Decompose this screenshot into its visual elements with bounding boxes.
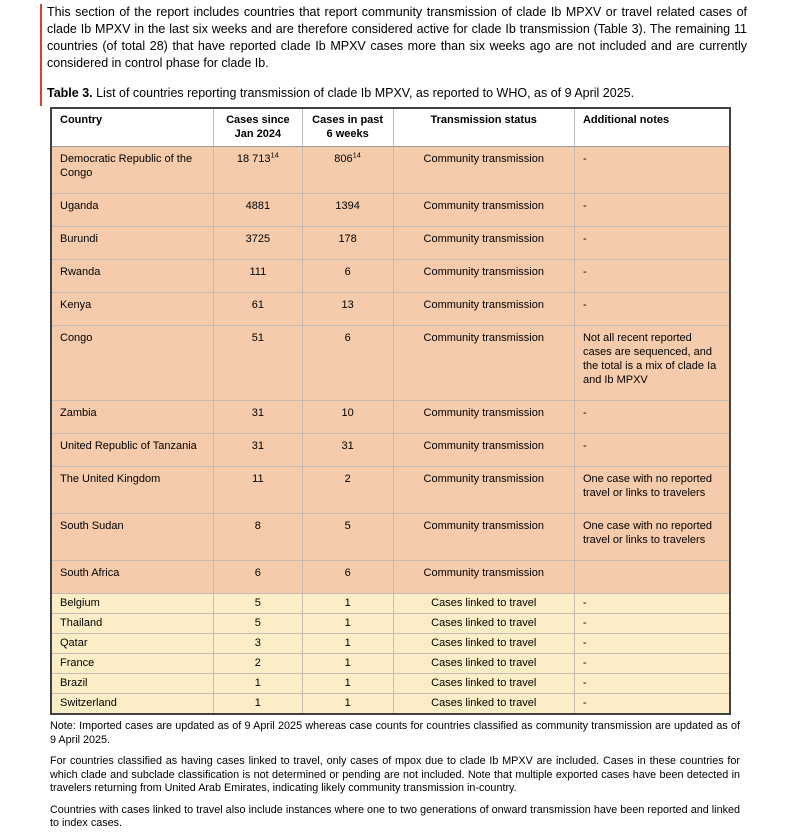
cases-6w-cell: 10 (302, 401, 393, 434)
cases-since-cell: 1 (213, 674, 302, 694)
table-caption-label: Table 3. (47, 86, 93, 100)
cases-since-cell: 11 (213, 467, 302, 514)
notes-cell: - (574, 293, 730, 326)
status-cell: Cases linked to travel (393, 594, 574, 614)
cases-6w-cell: 1 (302, 694, 393, 715)
data-table (50, 107, 731, 715)
cases-6w-cell: 1 (302, 654, 393, 674)
notes-cell (574, 561, 730, 594)
country-cell: Congo (51, 326, 213, 401)
notes-cell: - (574, 227, 730, 260)
header-row (51, 108, 730, 147)
cases-since-cell: 3725 (213, 227, 302, 260)
country-cell: Qatar (51, 634, 213, 654)
cases-6w-cell: 6 (302, 326, 393, 401)
cases-6w-cell: 1 (302, 674, 393, 694)
cases-6w-cell: 1394 (302, 194, 393, 227)
notes-cell: - (574, 654, 730, 674)
cases-6w-cell: 5 (302, 514, 393, 561)
status-cell: Cases linked to travel (393, 634, 574, 654)
country-cell: United Republic of Tanzania (51, 434, 213, 467)
country-cell: Thailand (51, 614, 213, 634)
column-header-status: Transmission status (393, 108, 574, 147)
table-caption (47, 85, 747, 101)
cases-since-cell: 111 (213, 260, 302, 293)
cases-6w-cell: 2 (302, 467, 393, 514)
country-cell: Belgium (51, 594, 213, 614)
column-header-cases-6w: Cases in past 6 weeks (302, 108, 393, 147)
status-cell: Cases linked to travel (393, 654, 574, 674)
cases-since-cell: 31 (213, 434, 302, 467)
cases-6w-cell: 31 (302, 434, 393, 467)
notes-cell: One case with no reported travel or links to travelers (574, 467, 730, 514)
status-cell: Community transmission (393, 227, 574, 260)
status-cell: Community transmission (393, 561, 574, 594)
status-cell: Community transmission (393, 326, 574, 401)
cases-since-cell: 5 (213, 594, 302, 614)
notes-cell: - (574, 614, 730, 634)
table-row (51, 594, 730, 614)
footnote-ref: 14 (270, 150, 279, 160)
table-row (51, 227, 730, 260)
country-cell: Brazil (51, 674, 213, 694)
cases-since-cell: 61 (213, 293, 302, 326)
status-cell: Cases linked to travel (393, 614, 574, 634)
notes-cell: - (574, 634, 730, 654)
status-cell: Community transmission (393, 293, 574, 326)
table-row (51, 654, 730, 674)
country-cell: South Africa (51, 561, 213, 594)
cases-since-cell: 51 (213, 326, 302, 401)
footnote: Countries with cases linked to travel also include instances where one to two generations of onward transmission have been reported and linked to index cases. (50, 803, 740, 829)
status-cell: Community transmission (393, 401, 574, 434)
table-row (51, 326, 730, 401)
notes-cell: - (574, 674, 730, 694)
cases-6w-cell: 1 (302, 634, 393, 654)
notes-cell: - (574, 434, 730, 467)
table-row (51, 561, 730, 594)
cases-6w-cell: 6 (302, 561, 393, 594)
cases-6w-cell: 1 (302, 614, 393, 634)
table-row (51, 694, 730, 715)
table-row (51, 514, 730, 561)
table-row (51, 614, 730, 634)
country-cell: France (51, 654, 213, 674)
notes-cell: - (574, 594, 730, 614)
status-cell: Community transmission (393, 147, 574, 194)
table-row (51, 194, 730, 227)
table-row (51, 434, 730, 467)
status-cell: Community transmission (393, 514, 574, 561)
column-header-notes: Additional notes (574, 108, 730, 147)
status-cell: Community transmission (393, 194, 574, 227)
cases-since-cell: 31 (213, 401, 302, 434)
country-cell: Democratic Republic of the Congo (51, 147, 213, 194)
column-header-cases-since: Cases since Jan 2024 (213, 108, 302, 147)
revision-bar (40, 4, 42, 106)
status-cell: Community transmission (393, 260, 574, 293)
cases-6w-cell: 178 (302, 227, 393, 260)
cases-6w-cell: 1 (302, 594, 393, 614)
table-row (51, 467, 730, 514)
notes-cell: One case with no reported travel or links to travelers (574, 514, 730, 561)
table-row (51, 634, 730, 654)
status-cell: Cases linked to travel (393, 694, 574, 715)
table-row (51, 147, 730, 194)
country-cell: The United Kingdom (51, 467, 213, 514)
table-row (51, 260, 730, 293)
notes-cell: - (574, 194, 730, 227)
country-cell: South Sudan (51, 514, 213, 561)
footnotes (50, 720, 740, 831)
status-cell: Cases linked to travel (393, 674, 574, 694)
table-row (51, 674, 730, 694)
country-cell: Kenya (51, 293, 213, 326)
page (47, 4, 747, 839)
intro-paragraph: This section of the report includes countries that report community transmission of clade Ib MPXV or travel related cases of clade Ib MPXV in the last six weeks and are therefore considered active for clade Ib transmission (Table 3). The remaining 11 countries (of total 28) that have reported clade Ib MPXV cases more than six weeks ago are not included and are currently considered in control phase for clade Ib. (47, 5, 747, 70)
footnote: Note: Imported cases are updated as of 9 April 2025 whereas case counts for countries classified as community transmission are updated as of 9 April 2025. (50, 720, 740, 746)
cases-since-cell: 6 (213, 561, 302, 594)
notes-cell: Not all recent reported cases are sequenced, and the total is a mix of clade Ia and Ib MPXV (574, 326, 730, 401)
status-cell: Community transmission (393, 467, 574, 514)
column-header-country: Country (51, 108, 213, 147)
cases-since-cell: 18 $713^{14}$ (213, 147, 302, 194)
notes-cell: - (574, 694, 730, 715)
cases-since-cell: 4881 (213, 194, 302, 227)
country-cell: Rwanda (51, 260, 213, 293)
country-cell: Zambia (51, 401, 213, 434)
country-cell: Switzerland (51, 694, 213, 715)
notes-cell: - (574, 260, 730, 293)
footnote-ref: 14 (352, 150, 361, 160)
cases-6w-cell: 6 (302, 260, 393, 293)
table-row (51, 401, 730, 434)
table-row (51, 293, 730, 326)
notes-cell: - (574, 401, 730, 434)
footnote: For countries classified as having cases linked to travel, only cases of mpox due to clade Ib MPXV are included. Cases in these countries for which clade and subclade classification is not determined or pending are not included. Note that multiple exported cases have been detected in travelers returning from United Arab Emirates, indicating likely community transmission in-country. (50, 755, 740, 794)
cases-since-cell: 3 (213, 634, 302, 654)
status-cell: Community transmission (393, 434, 574, 467)
cases-since-cell: 5 (213, 614, 302, 634)
cases-since-cell: 1 (213, 694, 302, 715)
cases-6w-cell: $806^{14}$ (302, 147, 393, 194)
table-caption-text: List of countries reporting transmission of clade Ib MPXV, as reported to WHO, as of 9 April 2025. (92, 86, 635, 100)
notes-cell: - (574, 147, 730, 194)
country-cell: Uganda (51, 194, 213, 227)
cases-since-cell: 8 (213, 514, 302, 561)
country-cell: Burundi (51, 227, 213, 260)
cases-since-cell: 2 (213, 654, 302, 674)
cases-6w-cell: 13 (302, 293, 393, 326)
